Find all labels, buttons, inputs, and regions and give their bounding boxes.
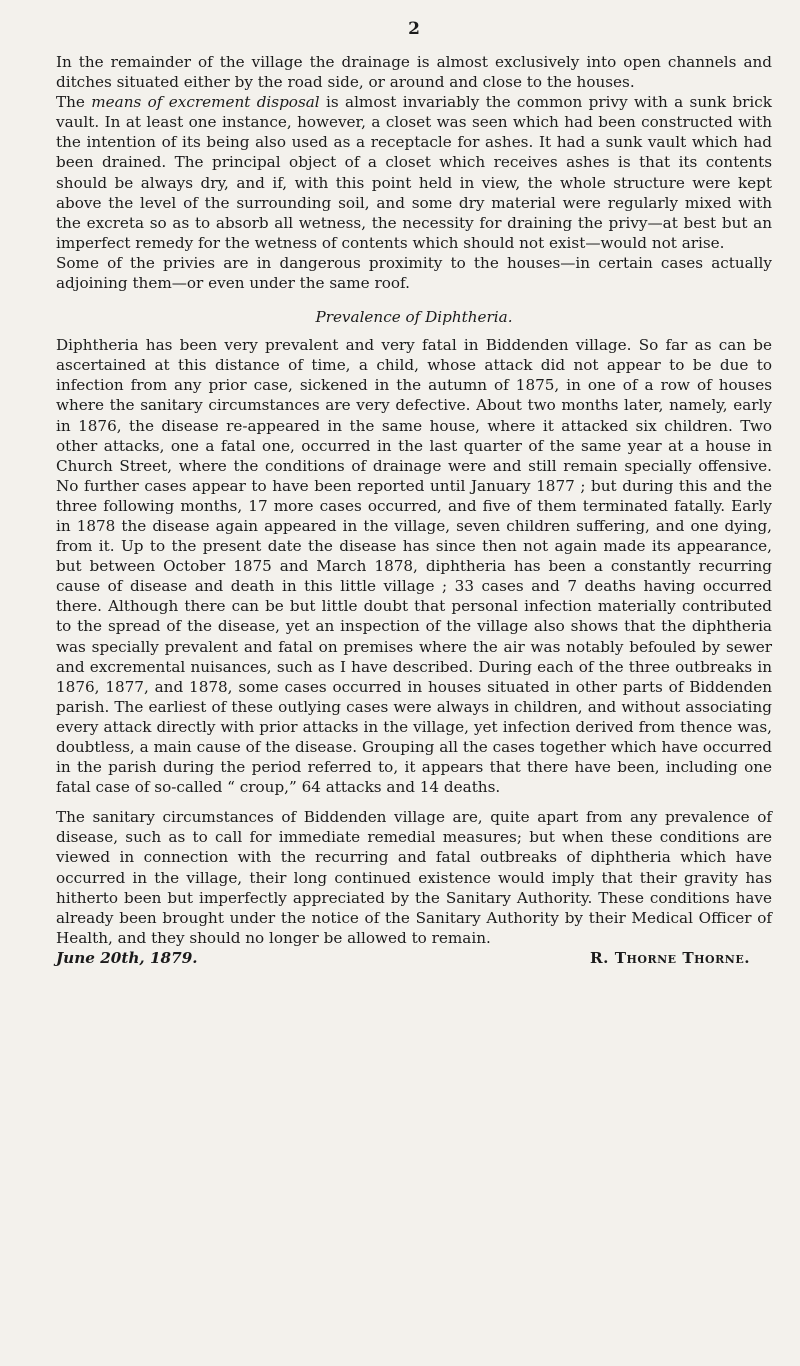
paragraph-excrement-disposal [56,92,772,253]
author-signature: R. Thorne Thorne. [590,948,750,967]
para2-body: is almost invariably the common privy with a sunk brick vault. In at least one instance, however, a closet was seen which had been constructed with the intention of its being also used as a receptacle for ashes. It had a sunk vault which had been drained. The principal object of a closet which receives ashes is that its contents should be always dry, and if, with this point held in view, the whole structure were kept above the level of the surrounding soil, and some dry material were regularly mixed with the excreta so as to absorb all wetness, the necessity for draining the privy—at best but an imperfect remedy for the wetness of contents which should not exist—would not arise. [56,93,772,252]
paragraph-drainage: In the remainder of the village the drainage is almost exclusively into open channels and ditches situated either by the road side, or around and close to the houses. [56,53,772,92]
signoff-line [56,948,772,968]
section-heading-diphtheria: Prevalence of Diphtheria. [315,308,513,327]
paragraph-sanitary-circumstances: The sanitary circumstances of Biddenden village are, quite apart from any prevalence of disease, such as to call for immediate remedial measures; but when these conditions are viewed in connection with the recurring and fatal outbreaks of diphtheria which have occurred in the village, their long continued existence would imply that their gravity has hitherto been but imperfectly appreciated by the Sanitary Authority. These conditions have already been brought under the notice of the Sanitary Authority by their Medical Officer of Health, and they should no longer be allowed to remain. [56,808,772,947]
paragraph-privies-proximity: Some of the privies are in dangerous proximity to the houses—in certain cases actually adjoining them—or even under the same roof. [56,253,772,293]
para2-prefix: The [56,93,92,112]
paragraph-diphtheria: Diphtheria has been very prevalent and very fatal in Biddenden village. So far as can be ascertained at this distance of time, a child, whose attack did not appear to be due to infection from any prior case, sickened in the autumn of 1875, in one of a row of houses where the sanitary circumstances are very defective. About two months later, namely, early in 1876, the disease re-appeared in the same house, where it attacked six children. Two other attacks, one a fatal one, occurred in the last quarter of the same year at a house in Church Street, where the conditions of drainage were and still remain specially offensive. No further cases appear to have been reported until January 1877 ; but during this and the three following months, 17 more cases occurred, and five of them terminated fatally. Early in 1878 the disease again appeared in the village, seven children suffering, and one dying, from it. Up to the present date the disease has since then not again made its appearance, but between October 1875 and March 1878, diphtheria has been a constantly recurring cause of disease and death in this little village ; 33 cases and 7 deaths having occurred there. Although there can be but little doubt that personal infection materially contributed to the spread of the disease, yet an inspection of the village also shows that the diphtheria was specially prevalent and fatal on premises where the air was notably befouled by sewer and excremental nuisances, such as I have described. During each of the three outbreaks in 1876, 1877, and 1878, some cases occurred in houses situated in other parts of Biddenden parish. The earliest of these outlying cases were always in children, and without associating every attack directly with prior attacks in the village, yet infection derived from thence was, doubtless, a main cause of the disease. Grouping all the cases together which have occurred in the parish during the period referred to, it appears that there have been, including one fatal case of so-called “ croup,” 64 attacks and 14 deaths. [56,336,772,797]
para2-italic-phrase: means of excrement disposal [91,93,320,112]
report-date: June 20th, 1879. [56,948,198,967]
page-number: 2 [408,19,420,39]
